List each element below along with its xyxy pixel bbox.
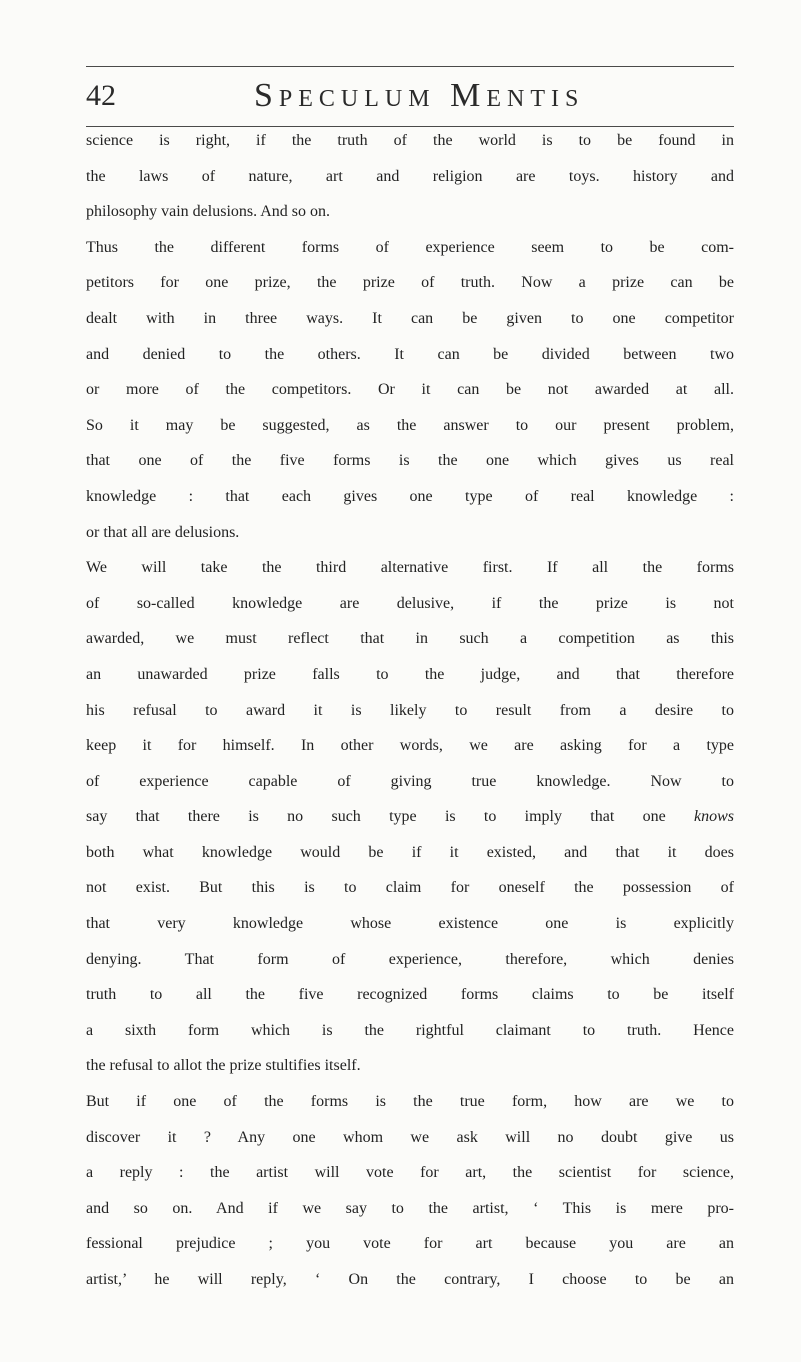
body-text (86, 132, 734, 1307)
text-line: say that there is no such type is to imply that one knows (86, 808, 734, 826)
text-line: not exist. But this is to claim for oneself the possession of (86, 879, 734, 897)
text-line: the laws of nature, art and religion are toys. history and (86, 167, 734, 185)
text-line: science is right, if the truth of the world is to be found in (86, 132, 734, 149)
header-top-rule (86, 66, 734, 67)
text-line: Thus the different forms of experience seem to be com- (86, 238, 734, 256)
text-line: petitors for one prize, the prize of truth. Now a prize can be (86, 274, 734, 292)
text-line: of so-called knowledge are delusive, if the prize is not (86, 594, 734, 612)
book-title: Speculum Mentis (254, 77, 585, 114)
text-line: keep it for himself. In other words, we are asking for a type (86, 737, 734, 755)
text-line: that one of the five forms is the one which gives us real (86, 452, 734, 470)
text-line: a sixth form which is the rightful claimant to truth. Hence (86, 1021, 734, 1039)
text-line: knowledge : that each gives one type of real knowledge : (86, 487, 734, 505)
text-line: his refusal to award it is likely to result from a desire to (86, 701, 734, 719)
running-head (86, 74, 734, 118)
text-line: and denied to the others. It can be divided between two (86, 345, 734, 363)
text-line: But if one of the forms is the true form, how are we to (86, 1093, 734, 1111)
text-line: fessional prejudice ; you vote for art because you are an (86, 1235, 734, 1253)
text-line: of experience capable of giving true knowledge. Now to (86, 772, 734, 790)
text-line: artist,’ he will reply, ‘ On the contrary, I choose to be an (86, 1271, 734, 1288)
emphasized-word: knows (694, 808, 734, 826)
text-line: discover it ? Any one whom we ask will no doubt give us (86, 1128, 734, 1146)
text-line: or that all are delusions. (86, 523, 240, 541)
text-line: We will take the third alternative first. If all the forms (86, 559, 734, 577)
text-line: the refusal to allot the prize stultifies itself. (86, 1057, 361, 1075)
text-line: So it may be suggested, as the answer to our present problem, (86, 416, 734, 434)
text-line: both what knowledge would be if it existed, and that it does (86, 843, 734, 861)
text-line: an unawarded prize falls to the judge, and that therefore (86, 665, 734, 683)
text-line: denying. That form of experience, therefore, which denies (86, 950, 734, 968)
page-number: 42 (86, 79, 116, 112)
text-line: dealt with in three ways. It can be given to one competitor (86, 309, 734, 327)
text-line: truth to all the five recognized forms claims to be itself (86, 986, 734, 1004)
text-line: awarded, we must reflect that in such a competition as this (86, 630, 734, 648)
text-line: a reply : the artist will vote for art, the scientist for science, (86, 1164, 734, 1182)
text-line: and so on. And if we say to the artist, ‘ This is mere pro- (86, 1199, 734, 1217)
header-bottom-rule (86, 126, 734, 127)
text-line: philosophy vain delusions. And so on. (86, 203, 331, 221)
text-line: that very knowledge whose existence one is explicitly (86, 915, 734, 933)
text-line: or more of the competitors. Or it can be not awarded at all. (86, 381, 734, 399)
